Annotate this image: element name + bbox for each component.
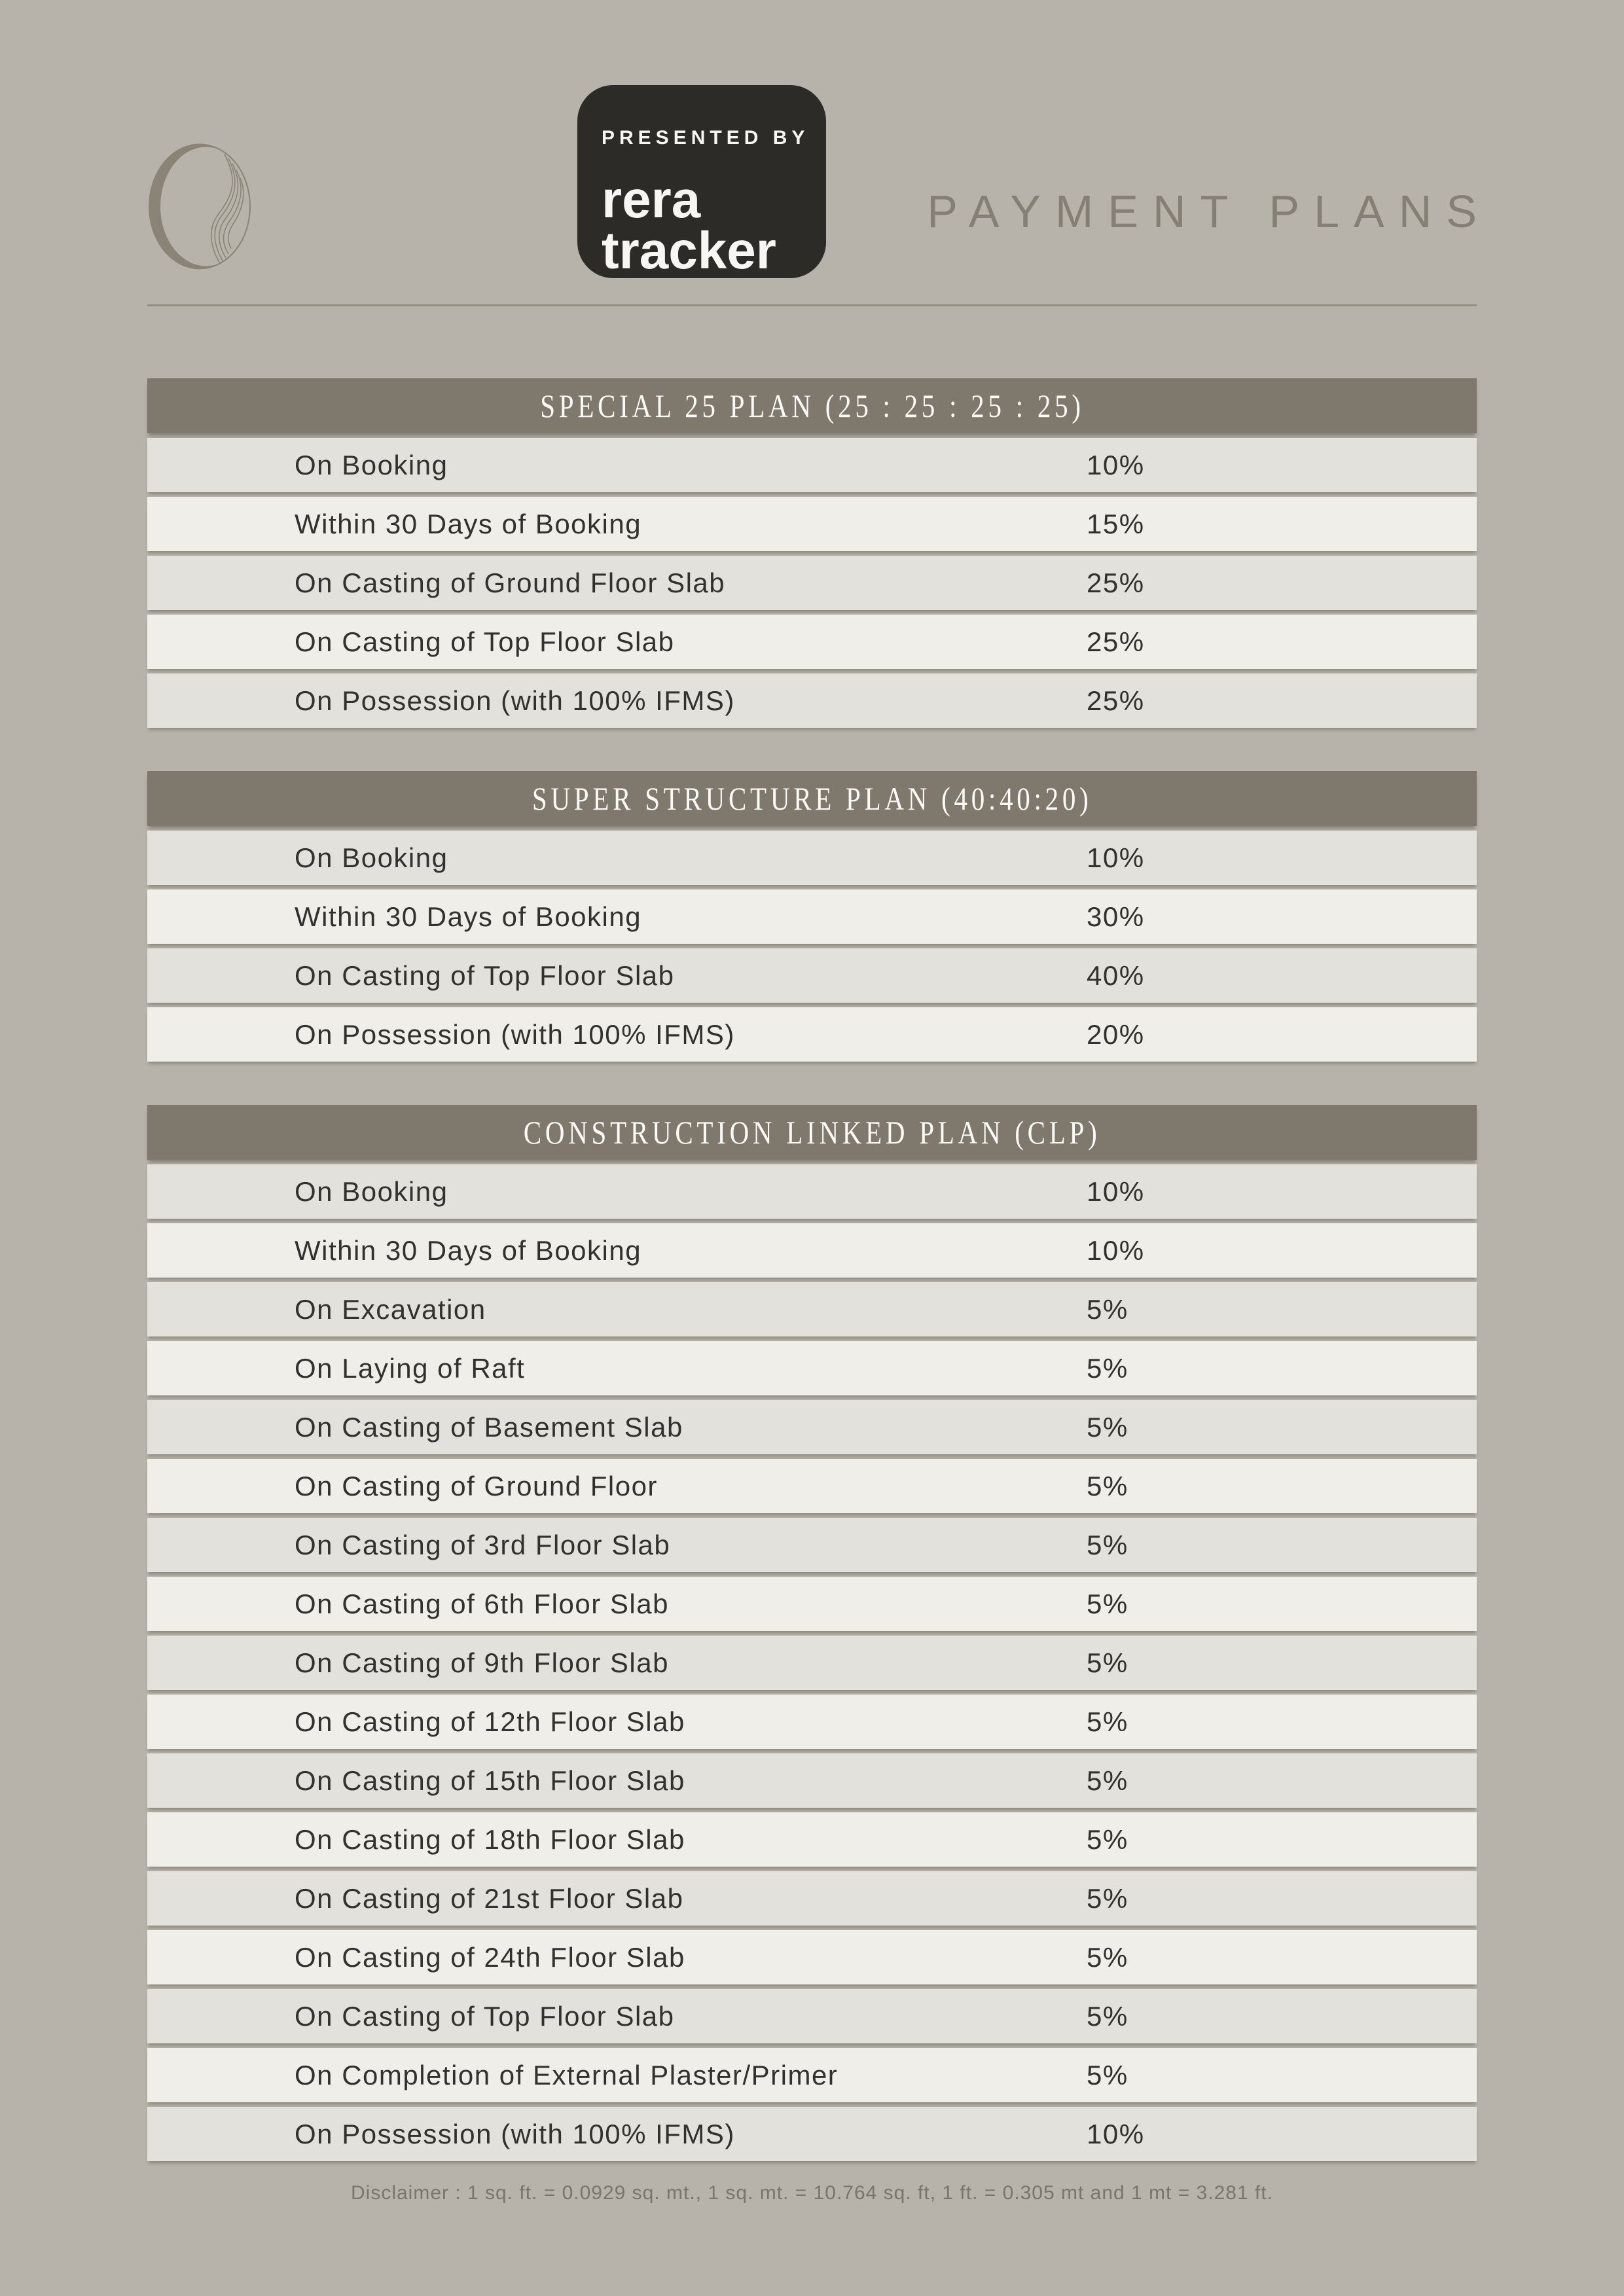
milestone-percentage: 40% — [1087, 960, 1145, 991]
plan-row — [147, 2107, 1477, 2161]
milestone-percentage: 10% — [1087, 1234, 1145, 1266]
milestone-label: On Possession (with 100% IFMS) — [295, 2118, 735, 2149]
plan-table — [147, 1105, 1477, 2161]
plan-row — [147, 948, 1477, 1003]
milestone-percentage: 5% — [1087, 1882, 1128, 1914]
page-footer — [147, 2182, 1477, 2204]
presented-by-badge — [577, 85, 826, 278]
rera-tracker-wordmark — [602, 170, 802, 280]
plan-row — [147, 1871, 1477, 1926]
milestone-label: On Casting of Ground Floor Slab — [295, 567, 726, 598]
o-wave-logo-icon — [147, 143, 252, 270]
plan-row — [147, 1223, 1477, 1278]
plan-row — [147, 1812, 1477, 1867]
wordmark-line-1: rera — [602, 170, 701, 228]
milestone-percentage: 25% — [1087, 567, 1145, 598]
milestone-percentage: 5% — [1087, 1352, 1128, 1384]
page-title: PAYMENT PLANS — [927, 186, 1491, 237]
milestone-label: On Casting of Ground Floor — [295, 1470, 658, 1501]
plan-row — [147, 889, 1477, 944]
header-divider — [147, 304, 1477, 306]
milestone-percentage: 5% — [1087, 1706, 1128, 1737]
plan-row — [147, 1930, 1477, 1984]
plan-row — [147, 831, 1477, 885]
plan-row — [147, 1459, 1477, 1513]
milestone-percentage: 5% — [1087, 1765, 1128, 1796]
plan-row — [147, 1164, 1477, 1219]
plan-title: CONSTRUCTION LINKED PLAN (CLP) — [523, 1114, 1101, 1151]
milestone-percentage: 5% — [1087, 1411, 1128, 1443]
milestone-label: On Casting of 9th Floor Slab — [295, 1647, 669, 1678]
plan-row — [147, 1518, 1477, 1572]
milestone-percentage: 5% — [1087, 2000, 1128, 2032]
milestone-percentage: 25% — [1087, 685, 1145, 716]
plan-row — [147, 1007, 1477, 1062]
plan-title-bar — [147, 1105, 1477, 1160]
milestone-label: Within 30 Days of Booking — [295, 1234, 642, 1266]
milestone-label: On Casting of Top Floor Slab — [295, 626, 675, 657]
plan-row — [147, 2048, 1477, 2102]
milestone-percentage: 15% — [1087, 508, 1145, 539]
milestone-label: On Casting of 6th Floor Slab — [295, 1588, 669, 1619]
milestone-percentage: 5% — [1087, 1529, 1128, 1560]
milestone-label: On Possession (with 100% IFMS) — [295, 685, 735, 716]
milestone-percentage: 5% — [1087, 1293, 1128, 1325]
milestone-label: On Casting of 21st Floor Slab — [295, 1882, 684, 1914]
milestone-label: On Possession (with 100% IFMS) — [295, 1018, 735, 1050]
plan-row — [147, 1636, 1477, 1690]
milestone-percentage: 30% — [1087, 901, 1145, 932]
milestone-percentage: 5% — [1087, 1470, 1128, 1501]
disclaimer-text: Disclaimer : 1 sq. ft. = 0.0929 sq. mt., 1 sq. mt. = 10.764 sq. ft, 1 ft. = 0.305 mt and 1 mt = 3.281 ft. — [351, 2182, 1273, 2204]
wordmark-line-2: tracker — [602, 221, 776, 280]
plan-row — [147, 1753, 1477, 1808]
plan-row — [147, 1341, 1477, 1395]
plan-table — [147, 771, 1477, 1062]
milestone-label: Within 30 Days of Booking — [295, 901, 642, 932]
plans-container — [147, 378, 1477, 2161]
milestone-percentage: 10% — [1087, 842, 1145, 873]
badge-kicker: PRESENTED BY — [602, 127, 810, 149]
milestone-label: On Laying of Raft — [295, 1352, 526, 1384]
plan-row — [147, 673, 1477, 728]
plan-table — [147, 378, 1477, 728]
plan-row — [147, 438, 1477, 492]
milestone-percentage: 5% — [1087, 1941, 1128, 1973]
plan-title-bar — [147, 771, 1477, 826]
plan-row — [147, 556, 1477, 610]
milestone-label: On Completion of External Plaster/Primer — [295, 2059, 839, 2090]
plan-row — [147, 497, 1477, 551]
milestone-percentage: 10% — [1087, 2118, 1145, 2149]
milestone-label: On Casting of 3rd Floor Slab — [295, 1529, 671, 1560]
milestone-percentage: 5% — [1087, 1647, 1128, 1678]
milestone-label: On Casting of 24th Floor Slab — [295, 1941, 685, 1973]
milestone-label: On Casting of Basement Slab — [295, 1411, 683, 1443]
milestone-label: On Casting of 15th Floor Slab — [295, 1765, 685, 1796]
milestone-percentage: 25% — [1087, 626, 1145, 657]
plan-row — [147, 1400, 1477, 1454]
plan-title: SPECIAL 25 PLAN (25 : 25 : 25 : 25) — [539, 387, 1085, 424]
plan-title-bar — [147, 378, 1477, 433]
milestone-label: On Casting of 18th Floor Slab — [295, 1823, 685, 1855]
plan-row — [147, 1282, 1477, 1336]
milestone-label: On Casting of Top Floor Slab — [295, 2000, 675, 2032]
milestone-label: On Booking — [295, 842, 448, 873]
milestone-percentage: 5% — [1087, 1823, 1128, 1855]
milestone-percentage: 5% — [1087, 2059, 1128, 2090]
milestone-percentage: 20% — [1087, 1018, 1145, 1050]
plan-title: SUPER STRUCTURE PLAN (40:40:20) — [532, 780, 1092, 817]
plan-row — [147, 1577, 1477, 1631]
milestone-label: On Excavation — [295, 1293, 486, 1325]
milestone-percentage: 10% — [1087, 449, 1145, 480]
milestone-label: On Casting of Top Floor Slab — [295, 960, 675, 991]
milestone-label: On Casting of 12th Floor Slab — [295, 1706, 685, 1737]
plan-row — [147, 1989, 1477, 2043]
plan-row — [147, 1695, 1477, 1749]
milestone-label: On Booking — [295, 449, 448, 480]
brand-logo — [147, 143, 252, 270]
plan-row — [147, 615, 1477, 669]
milestone-percentage: 5% — [1087, 1588, 1128, 1619]
milestone-percentage: 10% — [1087, 1175, 1145, 1207]
milestone-label: On Booking — [295, 1175, 448, 1207]
page-header — [147, 0, 1491, 304]
milestone-label: Within 30 Days of Booking — [295, 508, 642, 539]
